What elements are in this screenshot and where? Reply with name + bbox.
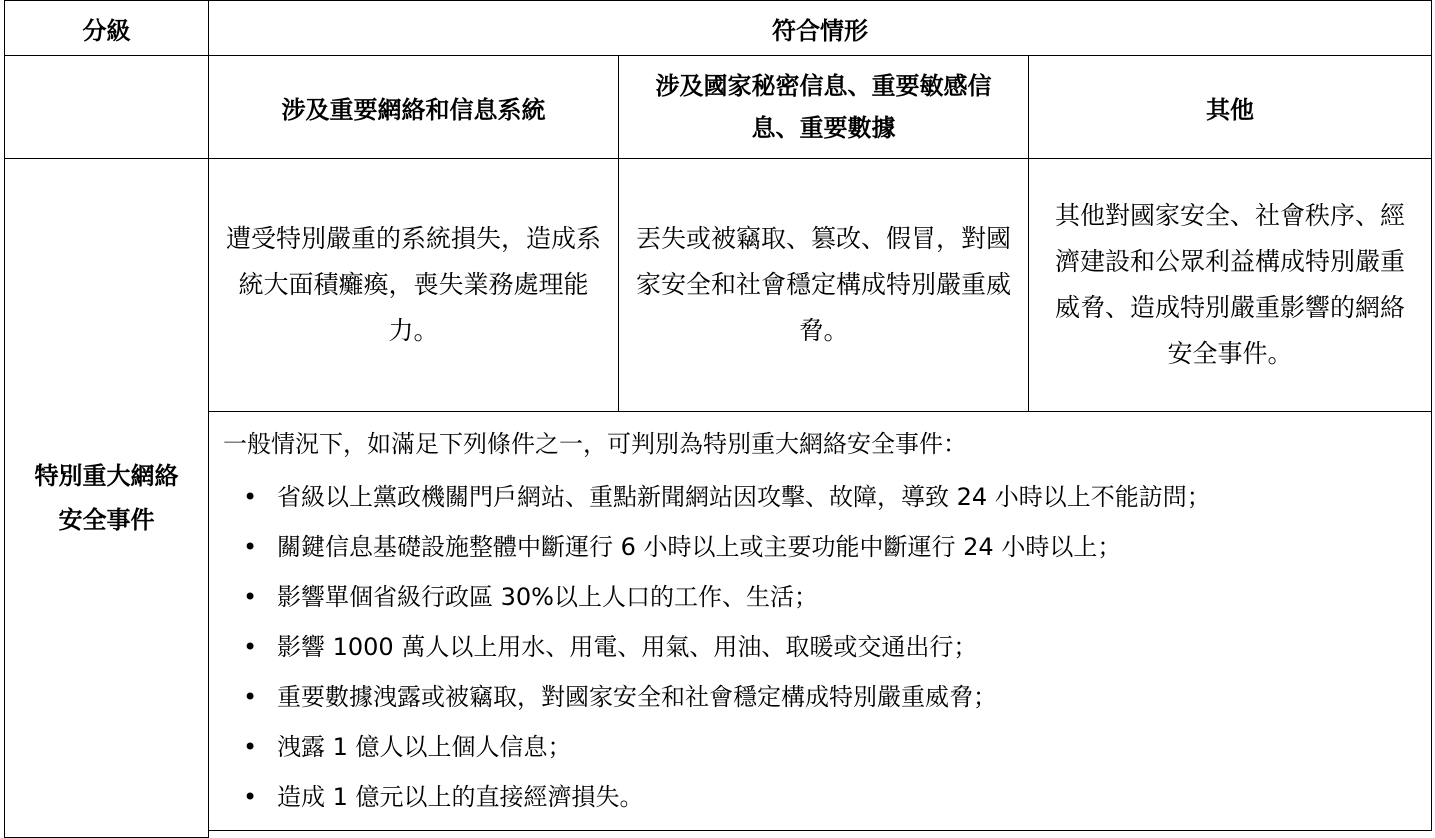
level-header-cell <box>4 0 209 56</box>
description-secrets: 丟失或被竊取、篡改、假冒，對國家安全和社會穩定構成特別嚴重威脅。 <box>635 224 1011 345</box>
general-conditions-cell <box>208 411 1432 831</box>
description-cell <box>1028 158 1432 412</box>
description-systems: 遭受特別嚴重的系統損失，造成系統大面積癱瘓，喪失業務處理能力。 <box>225 224 601 345</box>
conditions-list <box>223 472 1431 822</box>
incident-level-table <box>4 0 1432 830</box>
column-header-systems: 涉及重要網絡和信息系統 <box>281 95 546 124</box>
condition-item: • 造成 1 億元以上的直接經濟損失。 <box>223 772 1431 822</box>
condition-item: • 關鍵信息基礎設施整體中斷運行 6 小時以上或主要功能中斷運行 24 小時以上； <box>223 522 1431 572</box>
level-header: 分級 <box>82 16 131 45</box>
empty-header-cell <box>4 55 209 159</box>
condition-item: • 影響 1000 萬人以上用水、用電、用氣、用油、取暖或交通出行； <box>223 622 1431 672</box>
general-intro: 一般情況下，如滿足下列條件之一，可判別為特別重大網絡安全事件： <box>223 430 967 458</box>
criteria-header: 符合情形 <box>772 16 868 45</box>
description-cell <box>208 158 619 412</box>
description-cell <box>618 158 1029 412</box>
condition-item: • 重要數據洩露或被竊取，對國家安全和社會穩定構成特別嚴重威脅； <box>223 672 1431 722</box>
description-other: 其他對國家安全、社會秩序、經濟建設和公眾利益構成特別嚴重威脅、造成特別嚴重影響的網絡安全事件。 <box>1054 201 1405 368</box>
level-name-cell <box>4 158 209 838</box>
condition-item: • 影響單個省級行政區 30%以上人口的工作、生活； <box>223 572 1431 622</box>
level-name: 特別重大網絡安全事件 <box>34 462 179 534</box>
criteria-header-cell <box>208 0 1432 56</box>
condition-item: • 省級以上黨政機關門戶網站、重點新聞網站因攻擊、故障，導致 24 小時以上不能訪問； <box>223 472 1431 522</box>
column-header-cell <box>1028 55 1432 159</box>
column-header-cell <box>618 55 1029 159</box>
condition-item: • 洩露 1 億人以上個人信息； <box>223 722 1431 772</box>
column-header-secrets: 涉及國家秘密信息、重要敏感信息、重要數據 <box>655 72 992 142</box>
column-header-other: 其他 <box>1206 95 1254 124</box>
column-header-cell <box>208 55 619 159</box>
